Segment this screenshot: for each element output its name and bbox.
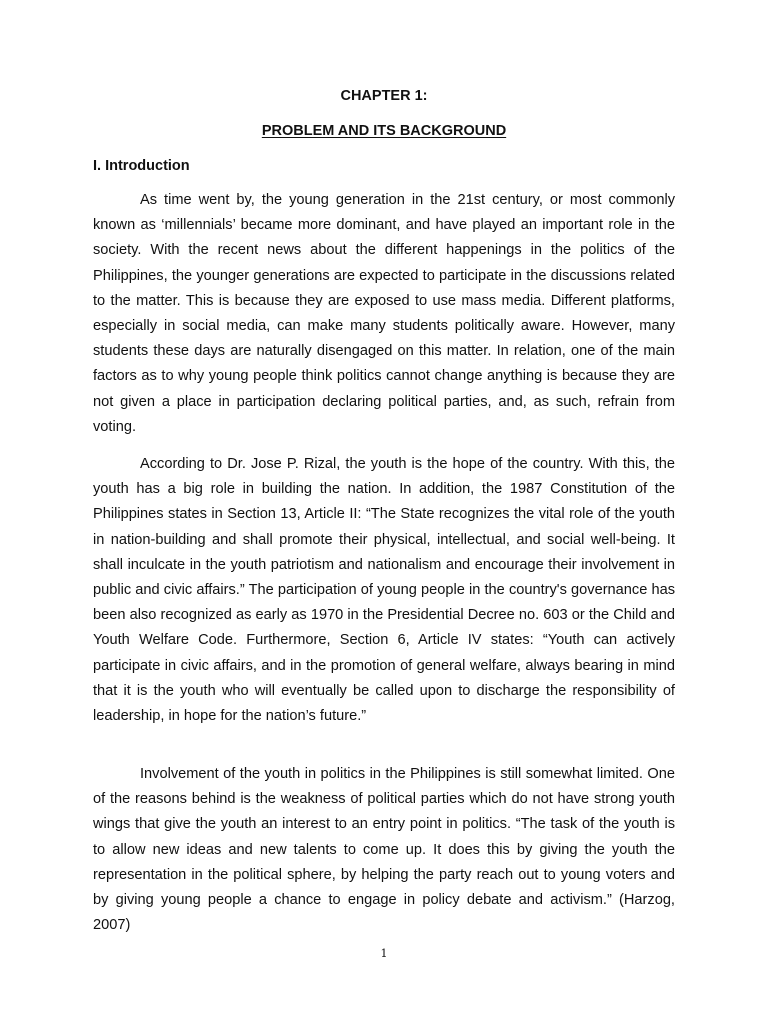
chapter-title: CHAPTER 1: xyxy=(340,88,428,104)
paragraph: Involvement of the youth in politics in the Philippines is still somewhat limited. One of the reasons behind is the weakness of political parties which do not have strong youth wings that give the youth an interest to an entry point in politics. “The task of the youth is to allow new ideas and new talents to come up. It does this by giving the youth the representation in the political sphere, by helping the party reach out to young voters and by giving young people a chance to engage in policy debate and activism.” (Harzog, 2007) xyxy=(93,766,675,934)
chapter-subtitle: PROBLEM AND ITS BACKGROUND xyxy=(261,123,507,139)
paragraph: As time went by, the young generation in the 21st century, or most commonly known as ‘millennials’ became more dominant, and have played an important role in the society. With the recent news about the different happenings in the politics of the Philippines, the younger generations are expected to participate in the discussions related to the matter. This is because they are exposed to use mass media. Different platforms, especially in social media, can make many students politically aware. However, many students these days are naturally disengaged on this matter. In relation, one of the main factors as to why young people think politics cannot change anything is because they are not given a place in participation declaring political parties, and, as such, refrain from voting. xyxy=(93,192,675,435)
page-number: 1 xyxy=(380,947,388,960)
section-heading: I. Introduction xyxy=(93,158,190,174)
paragraph: According to Dr. Jose P. Rizal, the youth is the hope of the country. With this, the youth has a big role in building the nation. In addition, the 1987 Constitution of the Philippines states in Section 13, Article II: “The State recognizes the vital role of the youth in nation-building and shall promote their physical, intellectual, and social well-being. It shall inculcate in the youth patriotism and nationalism and encourage their involvement in public and civic affairs.” The participation of young people in the country's governance has been also recognized as early as 1970 in the Presidential Decree no. 603 or the Child and Youth Welfare Code. Furthermore, Section 6, Article IV states: “Youth can actively participate in civic affairs, and in the promotion of general welfare, always bearing in mind that it is the youth who will eventually be called upon to discharge the responsibility of leadership, in hope for the nation’s future.” xyxy=(93,456,675,725)
